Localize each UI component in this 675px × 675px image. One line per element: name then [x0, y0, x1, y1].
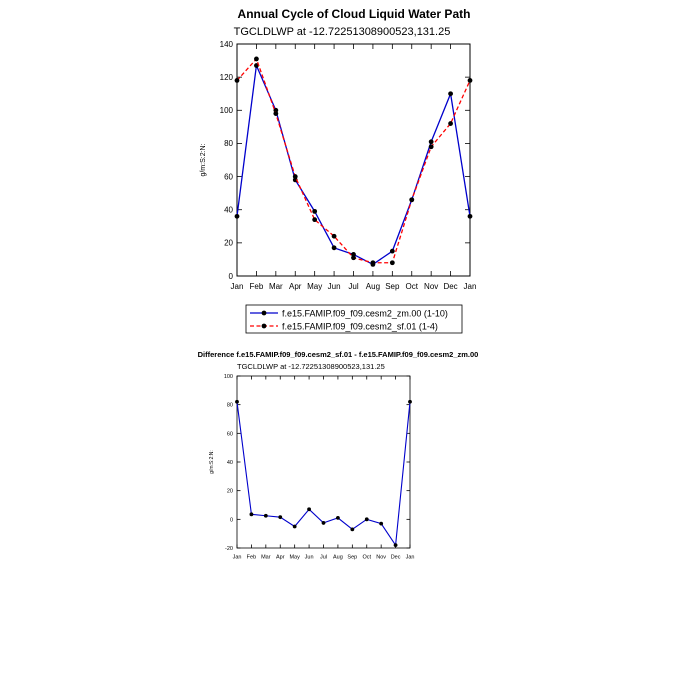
top-chart-yaxis [220, 40, 470, 281]
series-0-point [322, 521, 326, 525]
x-tick-label: Jan [232, 554, 242, 561]
x-tick-label: Oct [362, 554, 372, 561]
series-0-point [278, 515, 282, 519]
legend-marker-sf [262, 324, 267, 329]
y-tick-label: 40 [226, 459, 233, 466]
x-tick-label: Jan [463, 282, 477, 291]
x-tick-label: May [307, 282, 323, 291]
x-tick-label: Nov [424, 282, 439, 291]
series-1-point [273, 111, 278, 116]
series-1-point [468, 78, 473, 83]
series-0-point [394, 543, 398, 547]
series-0-point [379, 522, 383, 526]
y-tick-label: 80 [226, 402, 233, 409]
x-tick-label: Jun [327, 282, 341, 291]
y-tick-label: 20 [224, 238, 233, 248]
top-chart-ylabel: g/m:S:2:N: [200, 143, 207, 177]
x-tick-label: Dec [443, 282, 458, 291]
x-tick-label: Oct [405, 282, 418, 291]
series-0-point [448, 91, 453, 96]
y-tick-label: 0 [228, 271, 233, 281]
y-tick-label: 60 [226, 431, 233, 438]
series-0-point [468, 214, 473, 219]
x-tick-label: Jun [304, 554, 314, 561]
series-0-point [350, 527, 354, 531]
series-1-point [254, 57, 259, 62]
x-tick-label: May [289, 554, 300, 561]
bottom-chart [198, 350, 479, 561]
top-chart [200, 7, 476, 333]
top-chart-series [235, 57, 473, 267]
series-1-point [390, 260, 395, 265]
x-tick-label: Mar [268, 282, 283, 291]
x-tick-label: Sep [385, 282, 400, 291]
x-tick-label: Mar [261, 554, 271, 561]
y-tick-label: 60 [224, 172, 233, 182]
series-line-0 [237, 66, 470, 265]
series-0-point [312, 209, 317, 214]
series-0-point [264, 514, 268, 518]
series-1-point [448, 121, 453, 126]
x-tick-label: Feb [249, 282, 264, 291]
series-1-point [409, 197, 414, 202]
top-chart-title: Annual Cycle of Cloud Liquid Water Path [237, 7, 471, 21]
series-1-point [293, 174, 298, 179]
x-tick-label: Sep [347, 554, 358, 561]
x-tick-label: Jan [230, 282, 244, 291]
bottom-chart-series [235, 400, 412, 547]
x-tick-label: Jul [319, 554, 328, 561]
series-0-point [250, 512, 254, 516]
y-tick-label: 100 [223, 373, 233, 380]
series-0-point [235, 400, 239, 404]
bottom-chart-ylabel: g/m:S:2:N: [209, 450, 215, 474]
series-0-point [365, 517, 369, 521]
series-1-point [429, 144, 434, 149]
x-tick-label: Feb [246, 554, 257, 561]
top-chart-subtitle: TGCLDLWP at -12.72251308900523,131.25 [233, 26, 451, 38]
series-line-1 [237, 59, 470, 263]
legend-label-zm: f.e15.FAMIP.f09_f09.cesm2_zm.00 (1-10) [282, 308, 448, 319]
series-1-point [351, 255, 356, 260]
series-0-point [429, 139, 434, 144]
series-1-point [235, 78, 240, 83]
series-0-point [293, 525, 297, 529]
top-chart-frame [237, 44, 470, 276]
x-tick-label: Nov [376, 554, 387, 561]
y-tick-label: -20 [225, 545, 233, 552]
series-1-point [371, 260, 376, 265]
x-tick-label: Apr [275, 554, 285, 561]
legend-marker-zm [262, 311, 267, 316]
legend-label-sf: f.e15.FAMIP.f09_f09.cesm2_sf.01 (1-4) [282, 321, 438, 332]
y-tick-label: 20 [226, 488, 233, 495]
series-1-point [332, 234, 337, 239]
bottom-chart-title: Difference f.e15.FAMIP.f09_f09.cesm2_sf.01 - f.e15.FAMIP.f09_f09.cesm2_zm.00 [197, 350, 479, 359]
y-tick-label: 140 [219, 39, 233, 49]
x-tick-label: Dec [390, 554, 401, 561]
series-1-point [312, 217, 317, 222]
x-tick-label: Apr [289, 282, 302, 291]
x-tick-label: Aug [365, 282, 381, 291]
series-0-point [390, 249, 395, 254]
bottom-chart-subtitle: TGCLDLWP at -12.72251308900523,131.25 [237, 362, 385, 371]
legend [246, 305, 462, 333]
series-0-point [307, 507, 311, 511]
series-0-point [332, 245, 337, 250]
series-0-point [235, 214, 240, 219]
y-tick-label: 80 [224, 139, 233, 149]
series-0-point [408, 400, 412, 404]
y-tick-label: 0 [229, 517, 233, 524]
y-tick-label: 40 [224, 205, 233, 215]
series-0-point [336, 516, 340, 520]
x-tick-label: Jan [405, 554, 415, 561]
x-tick-label: Aug [333, 554, 343, 561]
x-tick-label: Jul [348, 282, 359, 291]
y-tick-label: 120 [219, 72, 233, 82]
y-tick-label: 100 [219, 106, 233, 116]
